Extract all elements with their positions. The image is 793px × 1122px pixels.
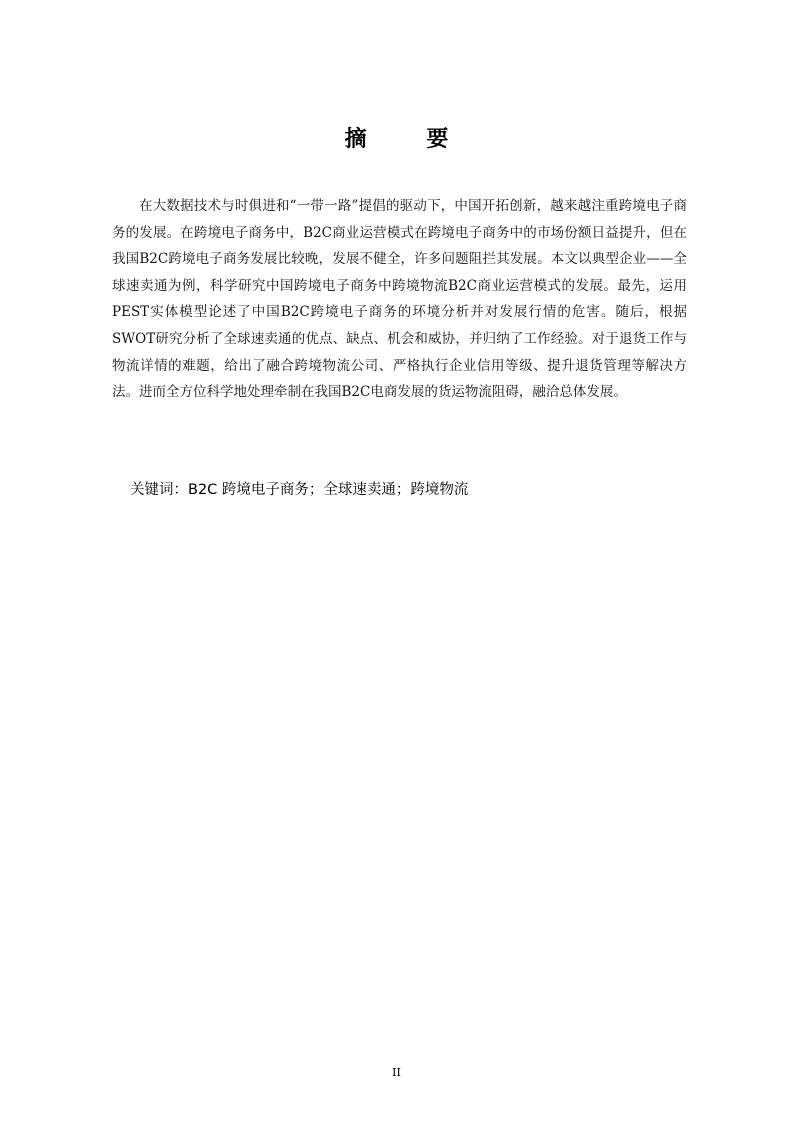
abstract-body: 在大数据技术与时俱进和“一带一路”提倡的驱动下，中国开拓创新，越来越注重跨境电子商务的发展。在跨境电子商务中，B2C商业运营模式在跨境电子商务中的市场份额日益提升，但在我国B2C跨境电子商务发展比较晚，发展不健全，许多问题阻拦其发展。本文以典型企业——全球速卖通为例，科学研究中国跨境电子商务中跨境物流B2C商业运营模式的发展。最先，运用PEST实体模型论述了中国B2C跨境电子商务的环境分析并对发展行情的危害。随后，根据SWOT研究分析了全球速卖通的优点、缺点、机会和威协，并归纳了工作经验。对于退货工作与物流详情的难题，给出了融合跨境物流公司、严格执行企业信用等级、提升退货管理等解决方法。进而全方位科学地处理牵制在我国B2C电商发展的货运物流阻碍，融洽总体发展。: [112, 198, 687, 401]
page-number: II: [392, 1066, 401, 1079]
abstract-title: 摘 要: [344, 127, 475, 152]
keywords-line: 关键词：B2C 跨境电子商务；全球速卖通；跨境物流: [130, 482, 469, 498]
